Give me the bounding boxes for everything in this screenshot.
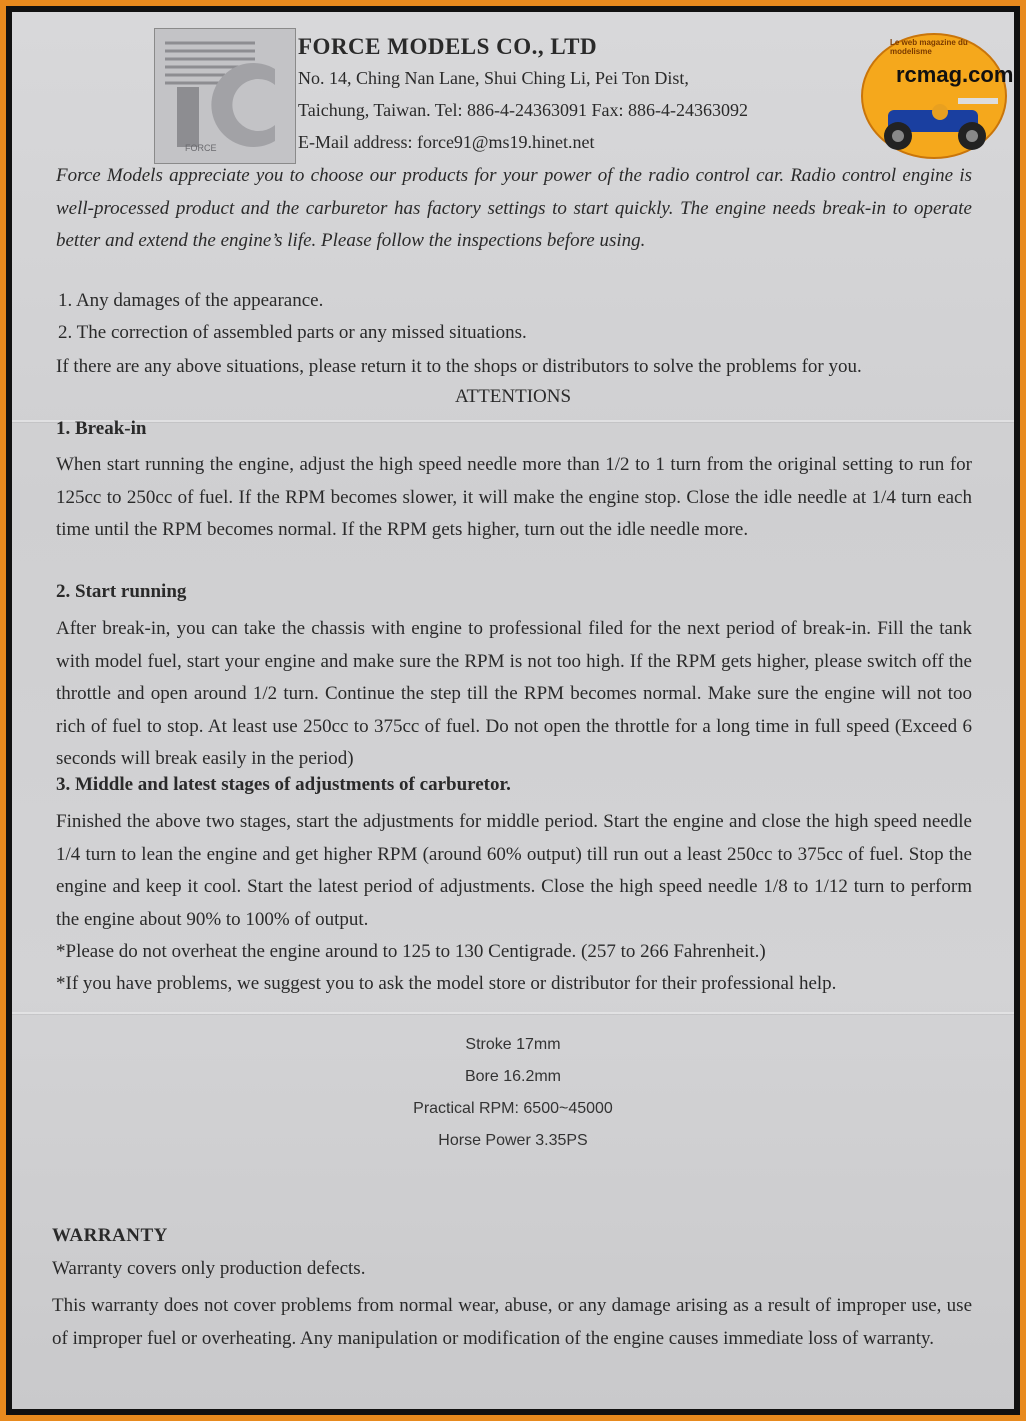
attentions-title: ATTENTIONS [454,386,572,407]
rcmag-badge [860,32,1014,160]
section-heading-break-in: 1. Break-in [56,418,147,439]
address-line-2: Taichung, Taiwan. Tel: 886-4-24363091 Fax: 886-4-24363092 [298,100,748,120]
address-line-1: No. 14, Ching Nan Lane, Shui Ching Li, Pei Ton Dist, [298,68,689,88]
document-page [12,12,1014,1409]
warranty-title: WARRANTY [52,1225,168,1246]
note-help: *If you have problems, we suggest you to ask the model store or distributor for their professional help. [56,973,837,994]
warranty-body: This warranty does not cover problems from normal wear, abuse, or any damage arising as a result of improper use, use of improper fuel or overheating. Any manipulation or modification of the engine causes immediate loss of warranty. [52,1295,972,1349]
logo-text: FORCE [185,143,217,153]
rcmag-brand: rcmag.com [896,62,1014,87]
warranty-line-1: Warranty covers only production defects. [52,1258,366,1279]
spec-horse-power: Horse Power 3.35PS [438,1132,588,1149]
inspection-item: 2. The correction of assembled parts or any missed situations. [58,322,527,343]
note-overheat: *Please do not overheat the engine around to 125 to 130 Centigrade. (257 to 266 Fahrenheit.) [56,941,766,962]
section-heading-adjustments: 3. Middle and latest stages of adjustments of carburetor. [56,774,511,795]
paper-fold-line [12,1012,1014,1014]
email-line: E-Mail address: force91@ms19.hinet.net [298,132,595,152]
section-heading-start-running: 2. Start running [56,581,187,602]
spec-stroke: Stroke 17mm [465,1036,561,1053]
return-note: If there are any above situations, please return it to the shops or distributors to solve the problems for you. [56,356,862,377]
spec-rpm: Practical RPM: 6500~45000 [413,1100,613,1117]
section-body-adjustments: Finished the above two stages, start the adjustments for middle period. Start the engine and close the high speed needle 1/4 turn to lean the engine and get higher RPM (around 60% output) till run out a least 250cc to 375cc of fuel. Stop the engine and keep it cool. Start the latest period of adjustments. Close the high speed needle 1/8 to 1/12 turn to perform the engine about 90% to 100% of output. [56,811,972,930]
paper-fold-line [12,420,1014,422]
inspection-item: 1. Any damages of the appearance. [58,290,324,311]
rcmag-tagline: Le web magazine du modelisme [890,38,968,56]
section-body-start-running: After break-in, you can take the chassis with engine to professional filed for the next period of break-in. Fill the tank with model fuel, start your engine and make sure the RPM is not too high. If the RPM gets higher, please switch off the throttle and open around 1/2 turn. Continue the step till the RPM becomes normal. Make sure the engine will not too rich of fuel to stop. At least use 250cc to 375cc of fuel. Do not open the throttle for a long time in full speed (Exceed 6 seconds will break easily in the period) [56,618,972,769]
section-body-break-in: When start running the engine, adjust the high speed needle more than 1/2 to 1 turn from the original setting to run for 125cc to 250cc of fuel. If the RPM becomes slower, it will make the engine stop. Close the idle needle at 1/4 turn each time until the RPM becomes normal. If the RPM gets higher, turn out the idle needle more. [56,454,972,540]
force-logo-icon [155,29,295,163]
spec-bore: Bore 16.2mm [464,1068,562,1085]
company-logo [154,28,296,164]
company-name: FORCE MODELS CO., LTD [298,34,598,59]
intro-paragraph: Force Models appreciate you to choose our products for your power of the radio control car. Radio control engine is well-processed product and the carburetor has factory settings to start quickly. The engine needs break-in to operate better and extend the engine’s life. Please follow the inspections before using. [56,165,972,251]
